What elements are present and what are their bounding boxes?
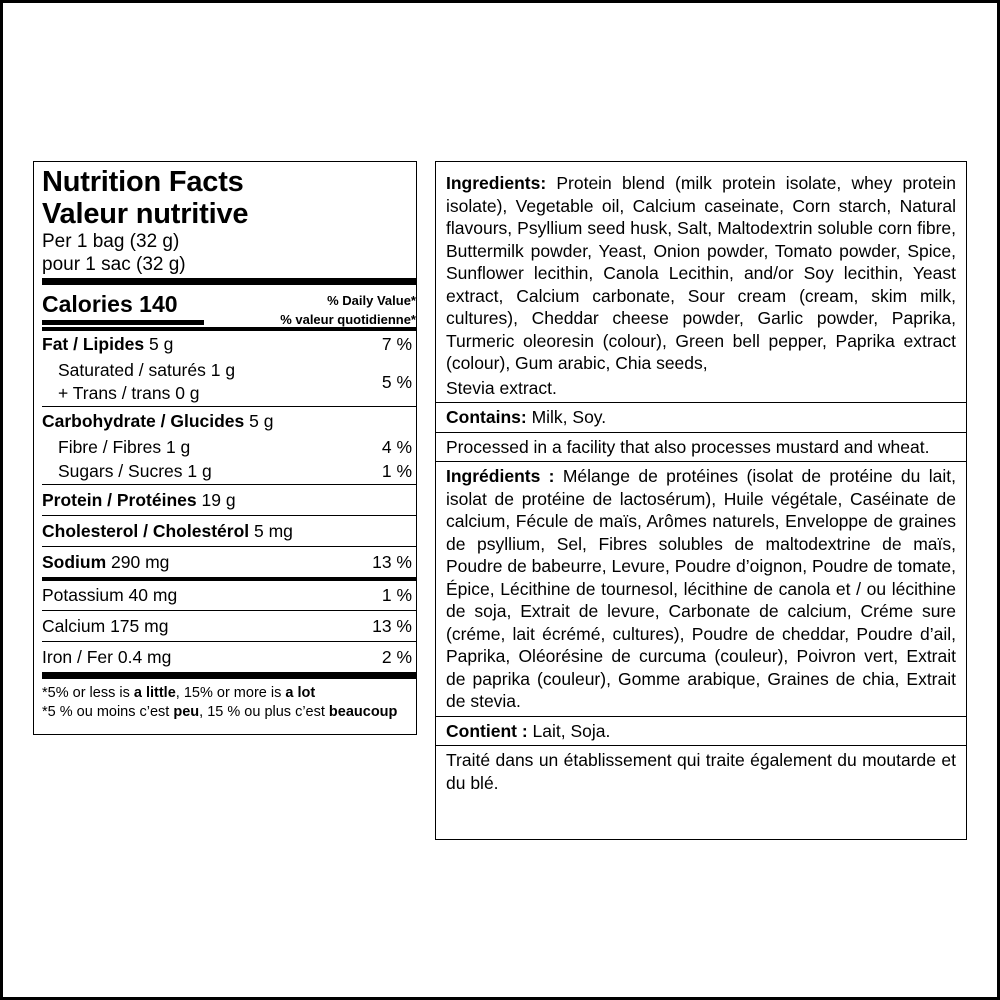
iron-label: Iron / Fer 0.4 mg [42,646,172,667]
divider-thin [436,432,966,433]
calcium-row [42,611,416,641]
carbohydrate-label: Carbohydrate / Glucides [42,411,245,431]
saturated-trans-group [42,358,416,406]
contient-text: Lait, Soja. [527,720,611,741]
divider-thin [436,745,966,746]
footnote-en: *5% or less is a little, 15% or more is a lot [42,685,316,701]
fibre-pct: 4 % [381,437,412,457]
fat-amount: 5 g [148,334,174,354]
sugars-label: Sugars / Sucres 1 g [58,461,212,481]
daily-value-footnote [42,684,416,722]
calcium-pct: 13 % [372,615,412,636]
cholesterol-amount: 5 mg [254,520,293,541]
divider-thick [42,278,416,285]
sodium-pct: 13 % [372,551,412,572]
fat-pct: 7 % [381,334,412,354]
protein-label: Protein / Protéines [42,489,197,510]
protein-row [42,485,416,515]
fibre-row [42,436,416,459]
fat-row [42,331,416,358]
divider-thick [42,672,416,679]
calcium-label: Calcium 175 mg [42,615,169,636]
ingredients-en-label: Ingredients: [446,173,547,193]
saturated-trans-pct: 5 % [381,371,412,392]
calories-underline [42,320,204,325]
protein-amount: 19 g [201,489,236,510]
divider-thin [436,461,966,462]
calories-label: Calories 140 [42,291,178,317]
iron-pct: 2 % [381,646,412,667]
sugars-row [42,459,416,484]
contains-label: Contains: [446,407,527,427]
ingredients-fr-text: Mélange de protéines (isolat de protéine du lait, isolat de protéine de lactosérum), Huile végétale, Caséinate de calcium, Fécule de maïs, Arômes naturels, Enveloppe de graines de psyllium, Sel, Fibres solubles de maltodextrine de maïs, Poudre de babeurre, Levure, Poudre d’oignon, Poudre de tomate, Épice, Lécithine de tournesol, lécithine de canola et / ou lécithine de soja, Extrait de levure, Carbonate de calcium, Créme sure (créme, lait écrémé, cultures), Poudre de cheddar, Poudre d’ail, Paprika, Oléorésine de curcuma (couleur), Poivron vert, Extrait de paprika (couleur), Gomme arabique, Graines de chia, Extrait de stevia. [446,466,956,711]
ingredients-fr [446,465,956,713]
footnote-fr: *5 % ou moins c’est peu, 15 % ou plus c’est beaucoup [42,704,398,720]
trans-label: + Trans / trans 0 g [58,383,200,403]
sodium-row [42,547,416,577]
contains-text: Milk, Soy. [526,407,607,427]
serving-size-fr: pour 1 sac (32 g) [42,254,186,275]
fibre-label: Fibre / Fibres 1 g [58,437,191,457]
ingredients-en-tail: Stevia extract. [446,377,557,398]
ingredients-en [446,172,956,375]
sugars-pct: 1 % [381,461,412,481]
carbohydrate-amount: 5 g [249,411,274,431]
nutrition-facts-panel [33,161,417,735]
facility-statement-en: Processed in a facility that also processes mustard and wheat. [446,436,930,457]
contient-label: Contient : [446,720,528,741]
divider-thin [436,402,966,403]
contains-en [446,406,956,429]
saturated-label: Saturated / saturés 1 g [58,360,236,380]
potassium-pct: 1 % [381,585,412,605]
calories-row [42,285,416,327]
fat-label: Fat / Lipides [42,334,145,354]
daily-value-header [280,291,416,329]
daily-value-header-en: % Daily Value* [327,293,416,308]
divider-thin [436,716,966,717]
carbohydrate-row [42,407,416,436]
nutrition-title-en: Nutrition Facts [42,166,244,198]
sodium-label: Sodium [42,551,107,572]
nutrition-title-fr: Valeur nutritive [42,198,249,230]
potassium-row [42,581,416,610]
iron-row [42,642,416,672]
potassium-label: Potassium 40 mg [42,585,178,605]
facility-statement-fr: Traité dans un établissement qui traite également du moutarde et du blé. [446,750,956,793]
cholesterol-label: Cholesterol / Cholestérol [42,520,250,541]
ingredients-en-text: Protein blend (milk protein isolate, whey protein isolate), Vegetable oil, Calcium caseinate, Corn starch, Natural flavours, Psyllium seed husk, Salt, Maltodextrin soluble corn fibre, Buttermilk powder, Yeast, Onion powder, Tomato powder, Spice, Sunflower lecithin, Canola Lecithin, and/or Soy lecithin, Yeast extract, Calcium carbonate, Sour cream (cream, skim milk, cultures), Cheddar cheese powder, Garlic powder, Paprika, Turmeric oleoresin (colour), Green bell pepper, Paprika extract (colour), Gum arabic, Chia seeds, [446,173,956,373]
cholesterol-row [42,516,416,546]
sodium-amount: 290 mg [111,551,170,572]
ingredients-panel [435,161,967,840]
ingredients-fr-label: Ingrédients : [446,466,555,486]
contient-fr [446,720,956,743]
daily-value-header-fr: % valeur quotidienne* [280,312,416,327]
serving-size-en: Per 1 bag (32 g) [42,231,180,252]
